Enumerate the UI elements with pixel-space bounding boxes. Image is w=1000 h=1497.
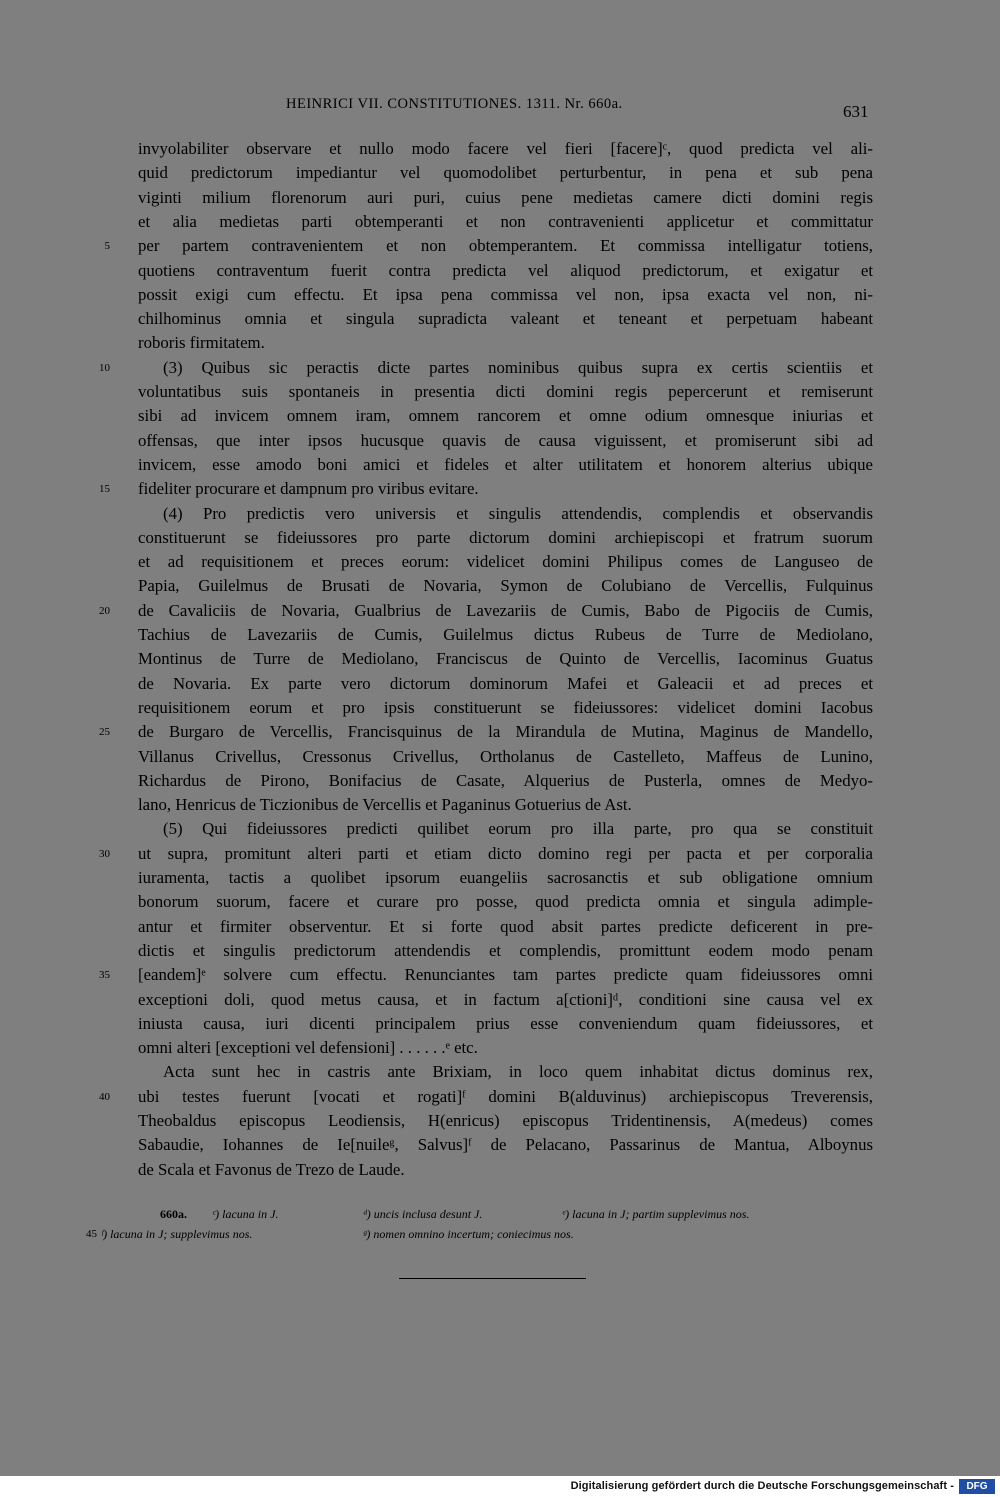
line-number: 30 xyxy=(99,847,110,860)
text-line: (4) Pro predictis vero universis et singulis attendendis, complendis et observandis xyxy=(163,503,873,523)
text-line: de Novaria. Ex parte vero dictorum dominorum Mafei et Galeacii et ad preces et xyxy=(138,673,873,693)
text-line: Tachius de Lavezariis de Cumis, Guilelmus dictus Rubeus de Turre de Mediolano, xyxy=(138,625,873,644)
text-line: de Scala et Favonus de Trezo de Laude. xyxy=(138,1159,405,1179)
text-line: de Burgaro de Vercellis, Francisquinus de la Mirandula de Mutina, Maginus de Mandello, xyxy=(138,722,873,742)
text-line: et ad requisitionem et preces eorum: videlicet domini Philipus comes de Languseo de xyxy=(138,552,873,572)
text-line: Papia, Guilelmus de Brusati de Novaria, Symon de Colubiano de Vercellis, Fulquinus xyxy=(138,576,873,596)
text-line: Montinus de Turre de Mediolano, Franciscus de Quinto de Vercellis, Iacominus Guatus xyxy=(138,649,873,669)
text-line: possit exigi cum effectu. Et ipsa pena commissa vel non, ipsa exacta vel non, ni- xyxy=(138,284,873,304)
text-line: de Cavaliciis de Novaria, Gualbrius de Lavezariis de Cumis, Babo de Pigociis de Cumis, xyxy=(138,600,873,620)
text-line: et alia medietas parti obtemperanti et non contravenienti applicetur et committatur xyxy=(138,211,873,231)
text-line: antur et firmiter observentur. Et si forte quod absit partes predicte deficerent in pre- xyxy=(138,916,873,936)
text-line: iniusta causa, iuri dicenti principalem prius esse conveniendum quam fideiussores, et xyxy=(138,1013,873,1033)
footnote-line-number: 45 xyxy=(86,1228,97,1240)
text-line: per partem contravenientem et non obtemperantem. Et commissa intelligatur totiens, xyxy=(138,236,873,256)
text-line: quotiens contraventum fuerit contra predicta vel aliquod predictorum, et exigatur et xyxy=(138,260,873,280)
text-line: voluntatibus suis spontaneis in presentia dicti domini regis pepercerunt et remiserunt xyxy=(138,382,873,401)
text-line: Villanus Crivellus, Cressonus Crivellus, Ortholanus de Castelleto, Maffeus de Lunino, xyxy=(138,746,873,766)
line-number: 20 xyxy=(99,604,110,617)
text-line: dictis et singulis predictorum attendendis et complendis, promittunt eodem modo penam xyxy=(138,940,873,960)
text-line: [eandem]ᵉ solvere cum effectu. Renunciantes tam partes predicte quam fideiussores omni xyxy=(138,965,873,985)
text-line: quid predictorum impediantur vel quomodolibet perturbentur, in pena et sub pena xyxy=(138,163,873,183)
funding-banner xyxy=(0,1476,1000,1497)
text-line: exceptioni doli, quod metus causa, et in factum a[ctioni]ᵈ, conditioni sine causa vel ex xyxy=(138,989,873,1009)
text-line: lano, Henricus de Ticzionibus de Vercellis et Paganinus Gotuerius de Ast. xyxy=(138,795,632,815)
text-line: viginti milium florenorum auri puri, cuius pene medietas camere dicti domini regis xyxy=(138,187,873,207)
text-line: invyolabiliter observare et nullo modo facere vel fieri [facere]ᶜ, quod predicta vel ali- xyxy=(138,139,873,158)
text-line: chilhominus omnia et singula supradicta valeant et teneant et perpetuam habeant xyxy=(138,309,873,329)
line-number: 25 xyxy=(99,726,110,739)
footnote-g: ᵍ) nomen omnino incertum; coniecimus nos. xyxy=(363,1227,574,1241)
line-number: 10 xyxy=(99,361,110,374)
text-line: invicem, esse amodo boni amici et fideles et alter utilitatem et honorem alterius ubique xyxy=(138,454,873,474)
footnote-c: ᶜ) lacuna in J. xyxy=(212,1207,279,1221)
text-line: bonorum suorum, facere et curare pro posse, quod predicta omnia et singula adimple- xyxy=(138,892,873,912)
end-rule xyxy=(399,1278,586,1279)
text-line: Theobaldus episcopus Leodiensis, H(enricus) episcopus Tridentinensis, A(medeus) comes xyxy=(138,1111,873,1130)
text-line: constituerunt se fideiussores pro parte dictorum domini archiepiscopi et fratrum suorum xyxy=(138,527,873,547)
text-line: roboris firmitatem. xyxy=(138,333,265,353)
text-line: (5) Qui fideiussores predicti quilibet eorum pro illa parte, pro qua se constituit xyxy=(163,819,873,839)
footnote-f: ᶠ) lacuna in J; supplevimus nos. xyxy=(101,1227,253,1241)
text-line: sibi ad invicem omnem iram, omnem rancorem et omne odium omnesque iniurias et xyxy=(138,406,873,426)
text-line: fideliter procurare et dampnum pro viribus evitare. xyxy=(138,479,479,499)
footnote-d: ᵈ) uncis inclusa desunt J. xyxy=(363,1207,483,1221)
text-line: offensas, que inter ipsos hucusque quavis de causa viguissent, et promiserunt sibi ad xyxy=(138,430,873,450)
page-number: 631 xyxy=(843,102,869,121)
text-line: ubi testes fuerunt [vocati et rogati]ᶠ domini B(alduvinus) archiepiscopus Treverensis, xyxy=(138,1086,873,1106)
funding-text: Digitalisierung gefördert durch die Deutsche Forschungsgemeinschaft - xyxy=(570,1480,954,1492)
text-line: Sabaudie, Iohannes de Ie[nuileᵍ, Salvus]ᶠ de Pelacano, Passarinus de Mantua, Alboynus xyxy=(138,1135,873,1155)
line-number: 40 xyxy=(99,1090,110,1103)
text-line: Acta sunt hec in castris ante Brixiam, in loco quem inhabitat dictus dominus rex, xyxy=(163,1062,873,1082)
line-number: 5 xyxy=(104,240,110,253)
footnote-label: 660a. xyxy=(160,1207,187,1221)
text-line: ut supra, promitunt alteri parti et etiam dicto domino regi per pacta et per corporalia xyxy=(138,843,873,863)
text-line: (3) Quibus sic peractis dicte partes nominibus quibus supra ex certis scientiis et xyxy=(163,357,873,377)
text-line: iuramenta, tactis a quolibet ipsorum euangeliis sacrosanctis et sub obligatione omnium xyxy=(138,868,873,887)
text-line: omni alteri [exceptioni vel defensioni] . . . . . .ᵉ etc. xyxy=(138,1038,478,1058)
text-line: requisitionem eorum et pro ipsis constituerunt se fideiussores: videlicet domini Iacobus xyxy=(138,697,873,717)
dfg-logo: DFG xyxy=(959,1479,995,1494)
footnote-e: ᵉ) lacuna in J; partim supplevimus nos. xyxy=(562,1207,750,1221)
text-line: Richardus de Pirono, Bonifacius de Casate, Alquerius de Pusterla, omnes de Medyo- xyxy=(138,770,873,790)
line-number: 15 xyxy=(99,483,110,496)
line-number: 35 xyxy=(99,969,110,982)
running-header: HEINRICI VII. CONSTITUTIONES. 1311. Nr. 660a. xyxy=(286,96,623,112)
